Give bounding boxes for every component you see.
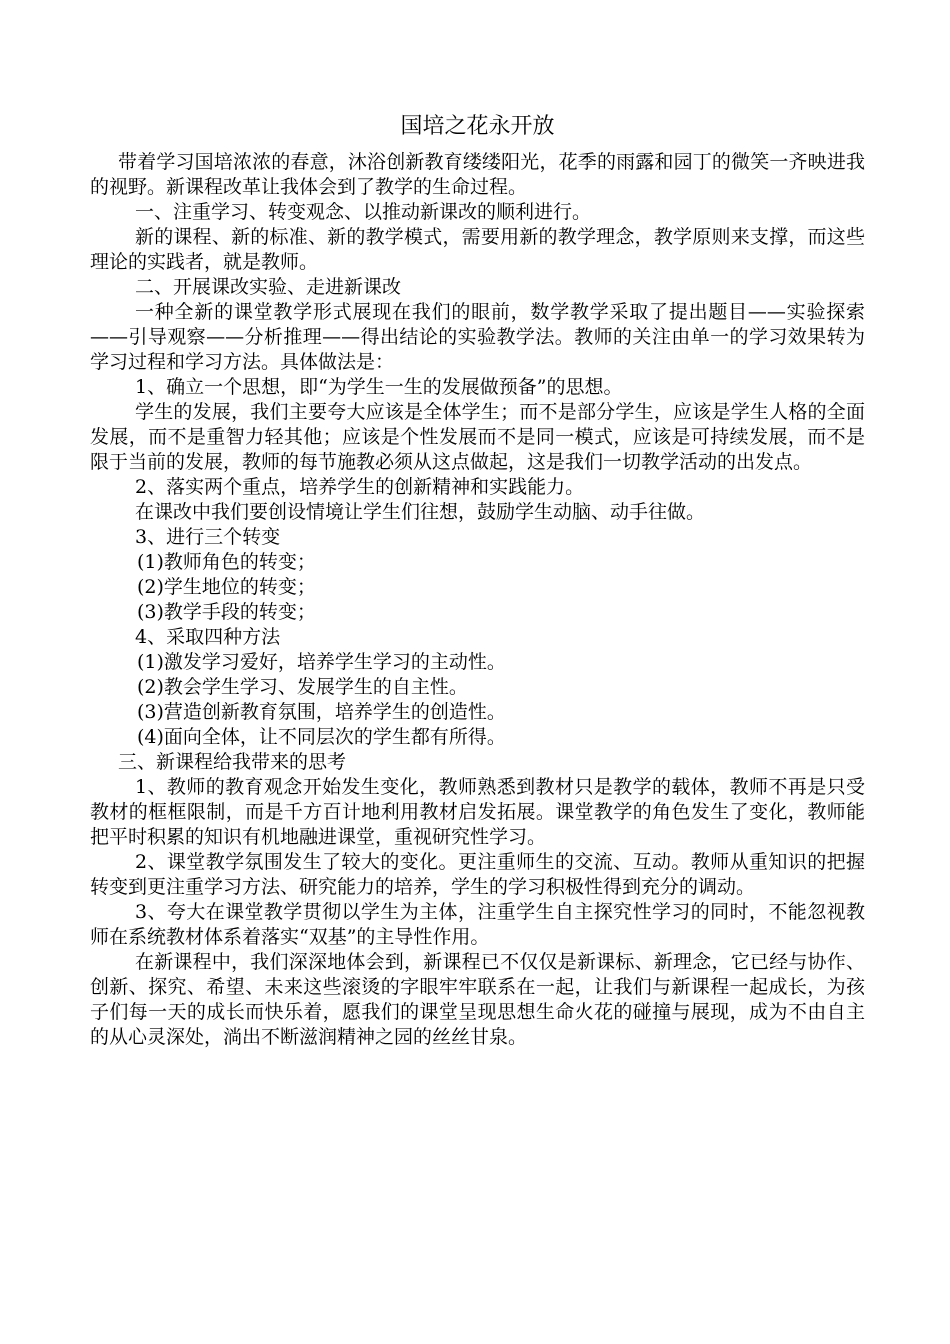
paragraph: (3)教学手段的转变；: [137, 601, 316, 623]
paragraph: 4、采取四种方法: [135, 626, 281, 648]
document-page: [90, 110, 865, 1050]
paragraph: (2)学生地位的转变；: [137, 576, 316, 598]
document-title: 国培之花永开放: [400, 114, 555, 139]
paragraph: 新的课程、新的标准、新的教学模式，需要用新的教学理念，教学原则来支撑，而这些理论的实践者，就是教师。: [90, 226, 865, 273]
document-body: [90, 150, 865, 1050]
paragraph: 二、开展课改实验、走进新课改: [135, 276, 402, 298]
paragraph: 1、教师的教育观念开始发生变化，教师熟悉到教材只是教学的载体，教师不再是只受教材的框框限制，而是千方百计地利用教材启发拓展。课堂教学的角色发生了变化，教师能把平时积累的知识有机地融进课堂，重视研究性学习。: [90, 776, 865, 848]
paragraph: 3、夸大在课堂教学贯彻以学生为主体，注重学生自主探究性学习的同时，不能忽视教师在系统教材体系着落实“双基”的主导性作用。: [90, 901, 865, 948]
paragraph: 1、确立一个思想，即“为学生一生的发展做预备”的思想。: [135, 376, 623, 398]
paragraph: (3)营造创新教育氛围，培养学生的创造性。: [137, 701, 506, 723]
paragraph: 在新课程中，我们深深地体会到，新课程已不仅仅是新课标、新理念，它已经与协作、创新、探究、希望、未来这些滚烫的字眼牢牢联系在一起，让我们与新课程一起成长，为孩子们每一天的成长而快乐着，愿我们的课堂呈现思想生命火花的碰撞与展现，成为不由自主的从心灵深处，淌出不断滋润精神之园的丝丝甘泉。: [90, 951, 865, 1048]
paragraph: (1)教师角色的转变；: [137, 551, 316, 573]
paragraph: 2、课堂教学氛围发生了较大的变化。更注重师生的交流、互动。教师从重知识的把握转变到更注重学习方法、研究能力的培养，学生的学习积极性得到充分的调动。: [90, 851, 865, 898]
paragraph: 3、进行三个转变: [135, 526, 281, 548]
paragraph: 一、注重学习、转变观念、以推动新课改的顺利进行。: [135, 201, 592, 223]
paragraph: 三、新课程给我带来的思考: [118, 751, 347, 773]
paragraph: 一种全新的课堂教学形式展现在我们的眼前，数学教学采取了提出题目——实验探索——引导观察——分析推理——得出结论的实验教学法。教师的关注由单一的学习效果转为学习过程和学习方法。具体做法是：: [90, 301, 865, 373]
paragraph: (2)教会学生学习、发展学生的自主性。: [137, 676, 468, 698]
paragraph: 在课改中我们要创设情境让学生们往想，鼓励学生动脑、动手往做。: [135, 501, 706, 523]
paragraph: 带着学习国培浓浓的春意，沐浴创新教育缕缕阳光，花季的雨露和园丁的微笑一齐映进我的视野。新课程改革让我体会到了教学的生命过程。: [90, 151, 865, 198]
paragraph: (1)激发学习爱好，培养学生学习的主动性。: [137, 651, 506, 673]
paragraph: (4)面向全体，让不同层次的学生都有所得。: [137, 726, 506, 748]
paragraph: 学生的发展，我们主要夸大应该是全体学生；而不是部分学生，应该是学生人格的全面发展，而不是重智力轻其他；应该是个性发展而不是同一模式，应该是可持续发展，而不是限于当前的发展，教师的每节施教必须从这点做起，这是我们一切教学活动的出发点。: [90, 401, 865, 473]
paragraph: 2、落实两个重点，培养学生的创新精神和实践能力。: [135, 476, 585, 498]
